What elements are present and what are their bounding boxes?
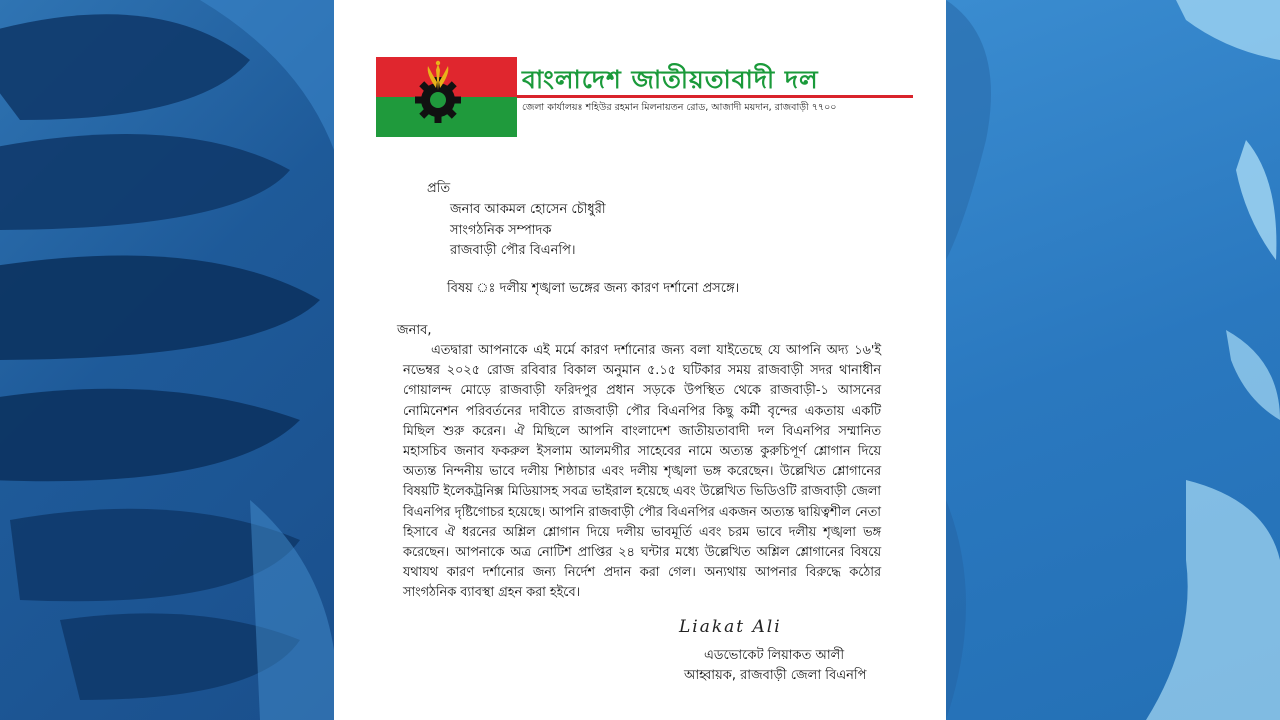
handwritten-signature: Liakat Ali <box>679 617 782 637</box>
signatory-name: এডভোকেট লিয়াকত আলী <box>704 648 845 663</box>
globe-graphic-right <box>946 0 1280 720</box>
letterhead-divider <box>517 95 913 98</box>
bnp-flag-logo <box>376 57 517 137</box>
office-address: জেলা কার্যালয়ঃ শহিউর রহমান মিলনায়তন রোড, আজাদী ময়দান, রাজবাড়ী ৭৭০০ <box>522 102 837 113</box>
background-right-panel <box>946 0 1280 720</box>
background-left-panel <box>0 0 334 720</box>
letter-greeting: জনাব, <box>397 323 432 338</box>
signatory-title: আহ্বায়ক, রাজবাড়ী জেলা বিএনপি <box>684 668 867 683</box>
letter-subject: বিষয় ঃ দলীয় শৃঙ্খলা ভঙ্গের জন্য কারণ দর্শানো প্রসঙ্গে। <box>447 281 740 296</box>
letter-document <box>334 0 946 720</box>
recipient-name: জনাব আকমল হোসেন চৌধুরী <box>450 202 606 217</box>
recipient-organization: রাজবাড়ী পৌর বিএনপি। <box>450 243 576 258</box>
party-name-heading: বাংলাদেশ জাতীয়তাবাদী দল <box>522 65 819 94</box>
globe-graphic-left <box>0 0 334 720</box>
recipient-to-label: প্রতি <box>427 181 451 196</box>
recipient-designation: সাংগঠনিক সম্পাদক <box>450 223 552 238</box>
letter-body: এতদ্বারা আপনাকে এই মর্মে কারণ দর্শানোর জন্য বলা যাইতেছে যে আপনি অদ্য ১৬'ই নভেম্বর ২০২৫ রোজ রবিবার বিকাল অনুমান ৫.১৫ ঘটিকার সময় রাজবাড়ী সদর থানাধীন গোয়ালন্দ মোড়ে রাজবাড়ী ফরিদপুর প্রধান সড়কে উপস্থিত থেকে রাজবাড়ী-১ আসনের নোমিনেশন পরিবর্তনের দাবীতে রাজবাড়ী পৌর বিএনপির কিছু কর্মী বৃন্দের একতায় একটি মিছিল শুরু করেন। ঐ মিছিলে আপনি বাংলাদেশ জাতীয়তাবাদী দল বিএনপির সম্মানিত মহাসচিব জনাব ফকরুল ইসলাম আলমগীর সাহেবের নামে অত্যন্ত কুরুচিপূর্ণ শ্লোগান দিয়ে অত্যন্ত নিন্দনীয় ভাবে দলীয় শিষ্ঠাচার এবং দলীয় শৃঙ্খলা ভঙ্গ করেছেন। উল্লেখিত শ্লোগানের বিষয়টি ইলেকট্রনিক্স মিডিয়াসহ সবত্র ভাইরাল হয়েছে এবং উল্লেখিত ভিডিওটি রাজবাড়ী জেলা বিএনপির দৃষ্টিগোচর হয়েছে। আপনি রাজবাড়ী পৌর বিএনপির একজন অত্যন্ত দ্বায়িত্বশীল নেতা হিসাবে ঐ ধরনের অশ্লিল শ্লোগান দিয়ে দলীয় ভাবমূর্তি এবং চরম ভাবে দলীয় শৃঙ্খলা ভঙ্গ করেছেন। আপনাকে অত্র নোটিশ প্রাপ্তির ২৪ ঘন্টার মধ্যে উল্লেখিত অশ্লিল শ্লোগানের বিষয়ে যথাযথ কারণ দর্শানোর জন্য নির্দেশ প্রদান করা গেল। অন্যথায় আপনার বিরুদ্ধে কঠোর সাংগঠনিক ব্যাবস্থা গ্রহন করা হইবে। <box>403 343 881 601</box>
